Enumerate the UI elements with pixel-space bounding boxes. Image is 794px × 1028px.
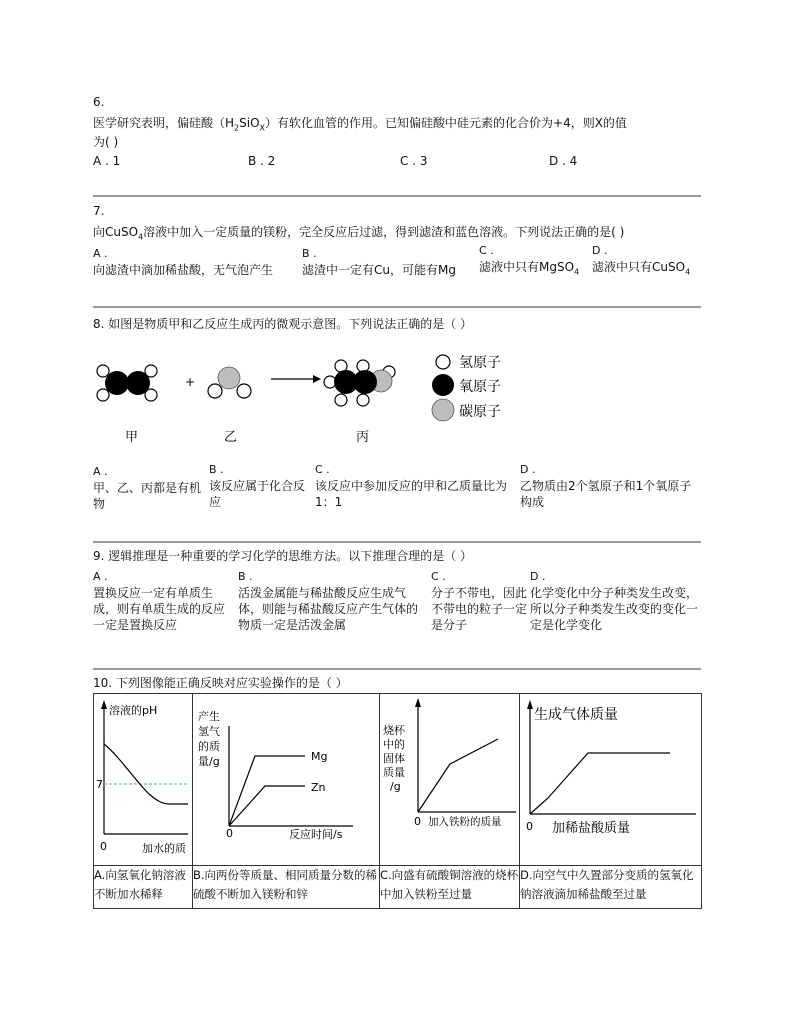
graph-c-ylabel-5: /g xyxy=(390,780,401,793)
separator xyxy=(93,541,701,543)
graph-a-origin: 0 xyxy=(100,840,107,853)
q7-stem: 向CuSO$_4$溶液中加入一定质量的镁粉，完全反应后过滤，得到滤渣和蓝色溶液。下列说法正确的是( ) xyxy=(93,225,625,242)
graph-c-curve xyxy=(418,739,498,812)
q7-option-d[interactable] xyxy=(592,243,690,280)
graph-b-ylabel-4: 量/g xyxy=(198,755,220,768)
graph-a-curve xyxy=(104,744,188,804)
graph-b-cell[interactable] xyxy=(193,694,380,866)
molecule-jia xyxy=(97,365,157,401)
option-label: B . xyxy=(209,463,224,476)
graph-d-curve xyxy=(530,753,670,814)
q9-option-b[interactable] xyxy=(238,569,428,633)
graph-b xyxy=(193,694,379,862)
graph-d xyxy=(520,694,701,862)
graph-c-ylabel-1: 烧杯 xyxy=(383,724,405,737)
q6-number: 6. xyxy=(93,95,105,109)
graph-a-cell[interactable] xyxy=(94,694,193,866)
plus-sign: + xyxy=(185,375,196,389)
graph-b-origin: 0 xyxy=(226,827,233,840)
graph-b-zn-line xyxy=(229,786,305,826)
q7-option-c[interactable] xyxy=(479,243,579,280)
option-text: 分子不带电，因此不带电的粒子一定是分子 xyxy=(431,586,528,632)
q10-option-d[interactable]: D.向空气中久置部分变质的氢氧化钠溶液滴加稀盐酸至过量 xyxy=(520,866,702,909)
label-bing: 丙 xyxy=(356,430,370,445)
q6-option-b[interactable]: B . 2 xyxy=(248,154,276,168)
q9-option-d[interactable] xyxy=(530,569,702,633)
diagram-legend xyxy=(432,355,501,421)
molecule-yi xyxy=(208,367,251,398)
molecule-diagram xyxy=(93,345,533,455)
graph-c-xlabel: 加入铁粉的质量 xyxy=(428,816,502,828)
graph-c-origin: 0 xyxy=(414,815,421,828)
legend-oxygen: 氧原子 xyxy=(459,379,501,395)
graph-a xyxy=(94,694,192,862)
graph-c-cell[interactable] xyxy=(380,694,520,866)
q8-stem: 8. 如图是物质甲和乙反应生成丙的微观示意图。下列说法正确的是（ ） xyxy=(93,317,473,331)
label-jia: 甲 xyxy=(125,430,139,445)
option-label: B . xyxy=(302,247,317,260)
separator xyxy=(93,306,701,308)
q6-option-a[interactable]: A . 1 xyxy=(93,154,121,168)
option-label: C . xyxy=(431,570,446,583)
legend-carbon: 碳原子 xyxy=(459,404,501,420)
q6-option-c[interactable]: C . 3 xyxy=(400,154,428,168)
q8-option-c[interactable] xyxy=(315,462,510,510)
option-text: 置换反应一定有单质生成，则有单质生成的反应一定是置换反应 xyxy=(93,586,226,632)
graph-b-series-mg: Mg xyxy=(311,750,328,763)
reaction-arrow xyxy=(271,375,321,383)
option-text: 滤液中只有MgSO$_4$ xyxy=(479,260,580,277)
graph-a-ytick: 7 xyxy=(96,778,103,791)
q6-option-d[interactable]: D . 4 xyxy=(549,154,578,168)
graph-table xyxy=(93,693,702,909)
graph-c xyxy=(380,694,519,862)
separator xyxy=(93,668,701,670)
graph-b-ylabel-2: 氢气 xyxy=(198,725,220,738)
graph-b-mg-line xyxy=(229,756,305,826)
q10-stem: 10. 下列图像能正确反映对应实验操作的是（ ） xyxy=(93,676,348,690)
graph-a-ylabel: 溶液的pH xyxy=(109,704,158,717)
separator xyxy=(93,195,701,197)
q6-stem: 医学研究表明，偏硅酸$(H_2SiO_X)$有软化血管的作用。已知偏硅酸中硅元素的化合价为+4，则X的值 xyxy=(93,116,627,133)
q7-option-a[interactable] xyxy=(93,246,273,278)
q8-option-b[interactable] xyxy=(209,462,309,510)
option-label: D . xyxy=(592,244,608,257)
graph-d-xlabel: 加稀盐酸质量 xyxy=(552,821,631,836)
label-yi: 乙 xyxy=(224,430,238,445)
option-text: 滤渣中一定有Cu，可能有Mg xyxy=(302,263,456,277)
graph-b-ylabel-1: 产生 xyxy=(198,710,220,723)
option-label: C . xyxy=(479,244,494,257)
option-label: D . xyxy=(520,463,536,476)
q10-option-c[interactable]: C.向盛有硫酸铜溶液的烧杯中加入铁粉至过量 xyxy=(380,866,520,909)
option-label: A . xyxy=(93,247,108,260)
graph-a-xlabel: 加水的质 xyxy=(142,842,186,855)
option-text: 活泼金属能与稀盐酸反应生成气体，则能与稀盐酸反应产生气体的物质一定是活泼金属 xyxy=(238,586,419,632)
q7-number: 7. xyxy=(93,204,105,218)
molecule-bing xyxy=(324,360,395,406)
q7-option-b[interactable] xyxy=(302,246,456,278)
legend-hydrogen: 氢原子 xyxy=(459,355,501,371)
graph-d-ylabel: 生成气体质量 xyxy=(534,707,618,723)
graph-c-ylabel-4: 质量 xyxy=(383,766,405,779)
graph-b-series-zn: Zn xyxy=(311,781,326,794)
graph-b-ylabel-3: 的质 xyxy=(198,740,220,753)
q9-option-a[interactable] xyxy=(93,569,233,633)
option-text: 向滤渣中滴加稀盐酸，无气泡产生 xyxy=(93,263,274,277)
option-text: 乙物质由2个氢原子和1个氧原子构成 xyxy=(520,479,692,509)
graph-c-ylabel-2: 中的 xyxy=(383,738,405,751)
q9-stem: 9. 逻辑推理是一种重要的学习化学的思维方法。以下推理合理的是（ ） xyxy=(93,549,473,563)
option-text: 该反应属于化合反应 xyxy=(209,479,306,509)
q10-option-b[interactable]: B.向两份等质量、相同质量分数的稀硫酸不断加入镁粉和锌 xyxy=(193,866,380,909)
q8-option-d[interactable] xyxy=(520,462,702,510)
option-text: 化学变化中分子种类发生改变，所以分子种类发生改变的变化一定是化学变化 xyxy=(530,586,699,632)
graph-d-cell[interactable] xyxy=(520,694,702,866)
q8-option-a[interactable] xyxy=(93,464,205,512)
option-text: 甲、乙、丙都是有机物 xyxy=(93,481,202,511)
option-label: D . xyxy=(530,570,546,583)
graph-c-ylabel-3: 固体 xyxy=(383,752,405,765)
graph-b-xlabel: 反应时间/s xyxy=(289,828,343,841)
option-text: 滤液中只有CuSO$_4$ xyxy=(592,260,691,277)
q10-option-a[interactable]: A.向氢氧化钠溶液不断加水稀释 xyxy=(94,866,193,909)
graph-d-origin: 0 xyxy=(526,820,533,833)
q6-stem-cont: 为( ) xyxy=(93,135,119,149)
option-label: B . xyxy=(238,570,253,583)
option-label: A . xyxy=(93,570,108,583)
option-label: A . xyxy=(93,465,108,478)
q9-option-c[interactable] xyxy=(431,569,527,633)
option-text: 该反应中参加反应的甲和乙质量比为1：1 xyxy=(315,479,508,509)
option-label: C . xyxy=(315,463,330,476)
